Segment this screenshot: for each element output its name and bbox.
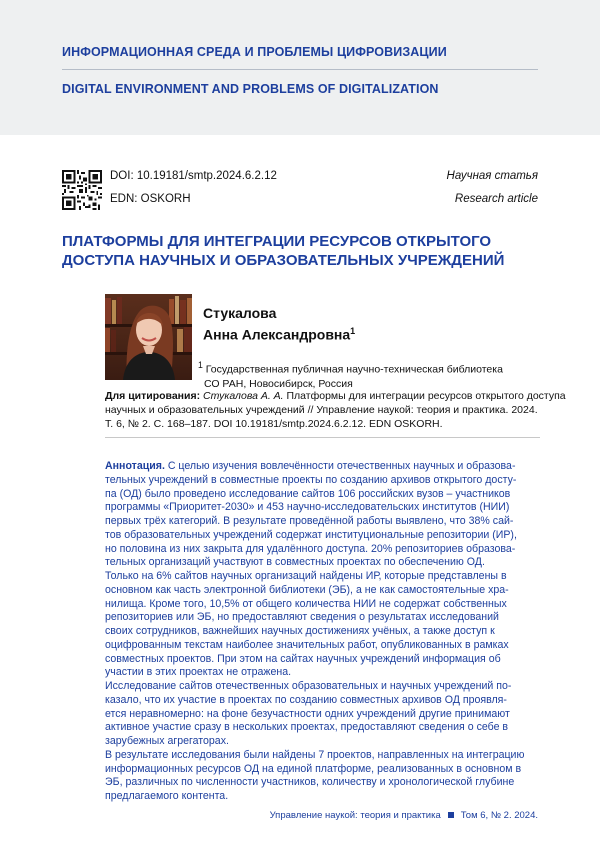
abstract-line: нилища. Кроме того, 10,5% от общего количества НИИ не содержат собственных [105,597,507,610]
abstract-line: предлагаемого контента. [105,790,229,802]
abstract-line: тов образовательных учреждений содержат институциональные репозитории (ИР), [105,528,517,541]
title-line: ДОСТУПА НАУЧНЫХ И ОБРАЗОВАТЕЛЬНЫХ УЧРЕЖДЕНИЙ [62,252,505,269]
qr-code-icon [62,170,102,210]
article-type-ru: Научная статья [446,170,538,182]
abstract-line: казало, что их участие в проектах по созданию совместных архивов ОД проявля- [105,693,507,706]
abstract-line: па (ОД) было проведено исследование сайтов 106 российских вузов – участников [105,487,511,500]
citation-text: научных и образовательных учреждений // Управление наукой: теория и практика. 2024. [105,404,538,416]
affiliation-line: СО РАН, Новосибирск, Россия [204,377,353,390]
abstract [105,460,540,804]
abstract-line: программы «Приоритет-2030» и 453 научно-исследовательских институтов (НИИ) [105,501,510,514]
title-line: ПЛАТФОРМЫ ДЛЯ ИНТЕГРАЦИИ РЕСУРСОВ ОТКРЫТОГО [62,233,492,250]
author-affiliation [198,358,503,391]
abstract-line: репозиториев или ЭБ, но предоставляют сведения о результатах исследований [105,611,499,624]
author-surname: Стукалова [203,305,277,321]
section-divider [105,437,540,438]
abstract-label: Аннотация. [105,460,165,472]
abstract-line: первых трёх категорий. В результате проведённой работы выявлено, что 38% сай- [105,515,514,527]
abstract-line: зарубежных агрегаторах. [105,735,229,747]
citation-authors: Стукалова А. А. [203,390,284,402]
author-given-names: Анна Александровна [203,326,351,343]
citation-text: Платформы для интеграции ресурсов открытого доступа [283,390,566,402]
abstract-line: тельных учреждений в совместные проекты по созданию архивов открытого досту- [105,473,517,486]
citation-label: Для цитирования: [105,390,201,402]
abstract-line: совместных проектов. При этом на сайтах научных учреждений информация об [105,652,501,665]
article-type-en: Research article [454,193,538,205]
section-rubric-en: DIGITAL ENVIRONMENT AND PROBLEMS OF DIGITALIZATION [62,82,439,96]
footer-issue: Том 6, № 2. 2024. [460,810,538,821]
abstract-line: Только на 6% сайтов научных организаций найдены ИР, которые представлены в [105,570,507,582]
doi-link[interactable]: DOI: 10.19181/smtp.2024.6.2.12 [110,170,277,182]
rubric-divider [62,69,538,70]
affiliation-mark: 1 [350,326,356,336]
article-title [62,232,538,270]
author-photo [105,294,192,380]
journal-header-band [0,0,600,135]
abstract-line: но половина из них закрыта для удалённого доступа. 20% репозиториев образова- [105,542,516,555]
section-rubric-ru: ИНФОРМАЦИОННАЯ СРЕДА И ПРОБЛЕМЫ ЦИФРОВИЗАЦИИ [62,45,447,59]
page-footer [270,810,538,821]
author-name [203,304,355,344]
footer-journal: Управление наукой: теория и практика [269,810,441,821]
abstract-line: В результате исследования были найдены 7 проектов, направленных на интеграцию [105,748,525,761]
abstract-line: ЭБ, различных по численности участников, количеству и хронологической глубине [105,776,515,789]
abstract-line: участии в этих проектах не отражена. [105,666,292,679]
abstract-line: активное участие сразу в нескольких проектах, предоставляют сведения о себе в [105,721,509,734]
abstract-line: информационных ресурсов ОД на единой платформе, реализованных в основном в [105,762,522,775]
abstract-line: тельных организаций участвуют в совместных проектах по обеспечению ОД. [105,556,485,569]
citation-block [105,389,566,431]
abstract-line: оцифрованным текстам наиболее значительных работ, опубликованных в рамках [105,638,509,651]
footer-separator-icon [448,812,454,818]
affiliation-mark: 1 [198,360,203,370]
abstract-line: Исследование сайтов отечественных образовательных и научных учреждений по- [105,680,512,692]
abstract-line: ется неравномерно: на фоне безучастности одних учреждений другие принимают [105,707,510,720]
abstract-line: своих сотрудников, важнейших научных достижениях учёных, а также доступ к [105,625,495,637]
abstract-line: С целью изучения вовлечённости отечественных научных и образова- [164,460,516,472]
citation-text: Т. 6, № 2. С. 168–187. DOI 10.19181/smtp.2024.6.2.12. EDN OSKORH. [105,418,443,430]
affiliation-line: Государственная публичная научно-техническая библиотека [205,363,503,376]
abstract-line: основном как часть электронной библиотеки (ЭБ), а не как самостоятельные хра- [105,583,509,596]
edn-code: EDN: OSKORH [110,193,191,205]
